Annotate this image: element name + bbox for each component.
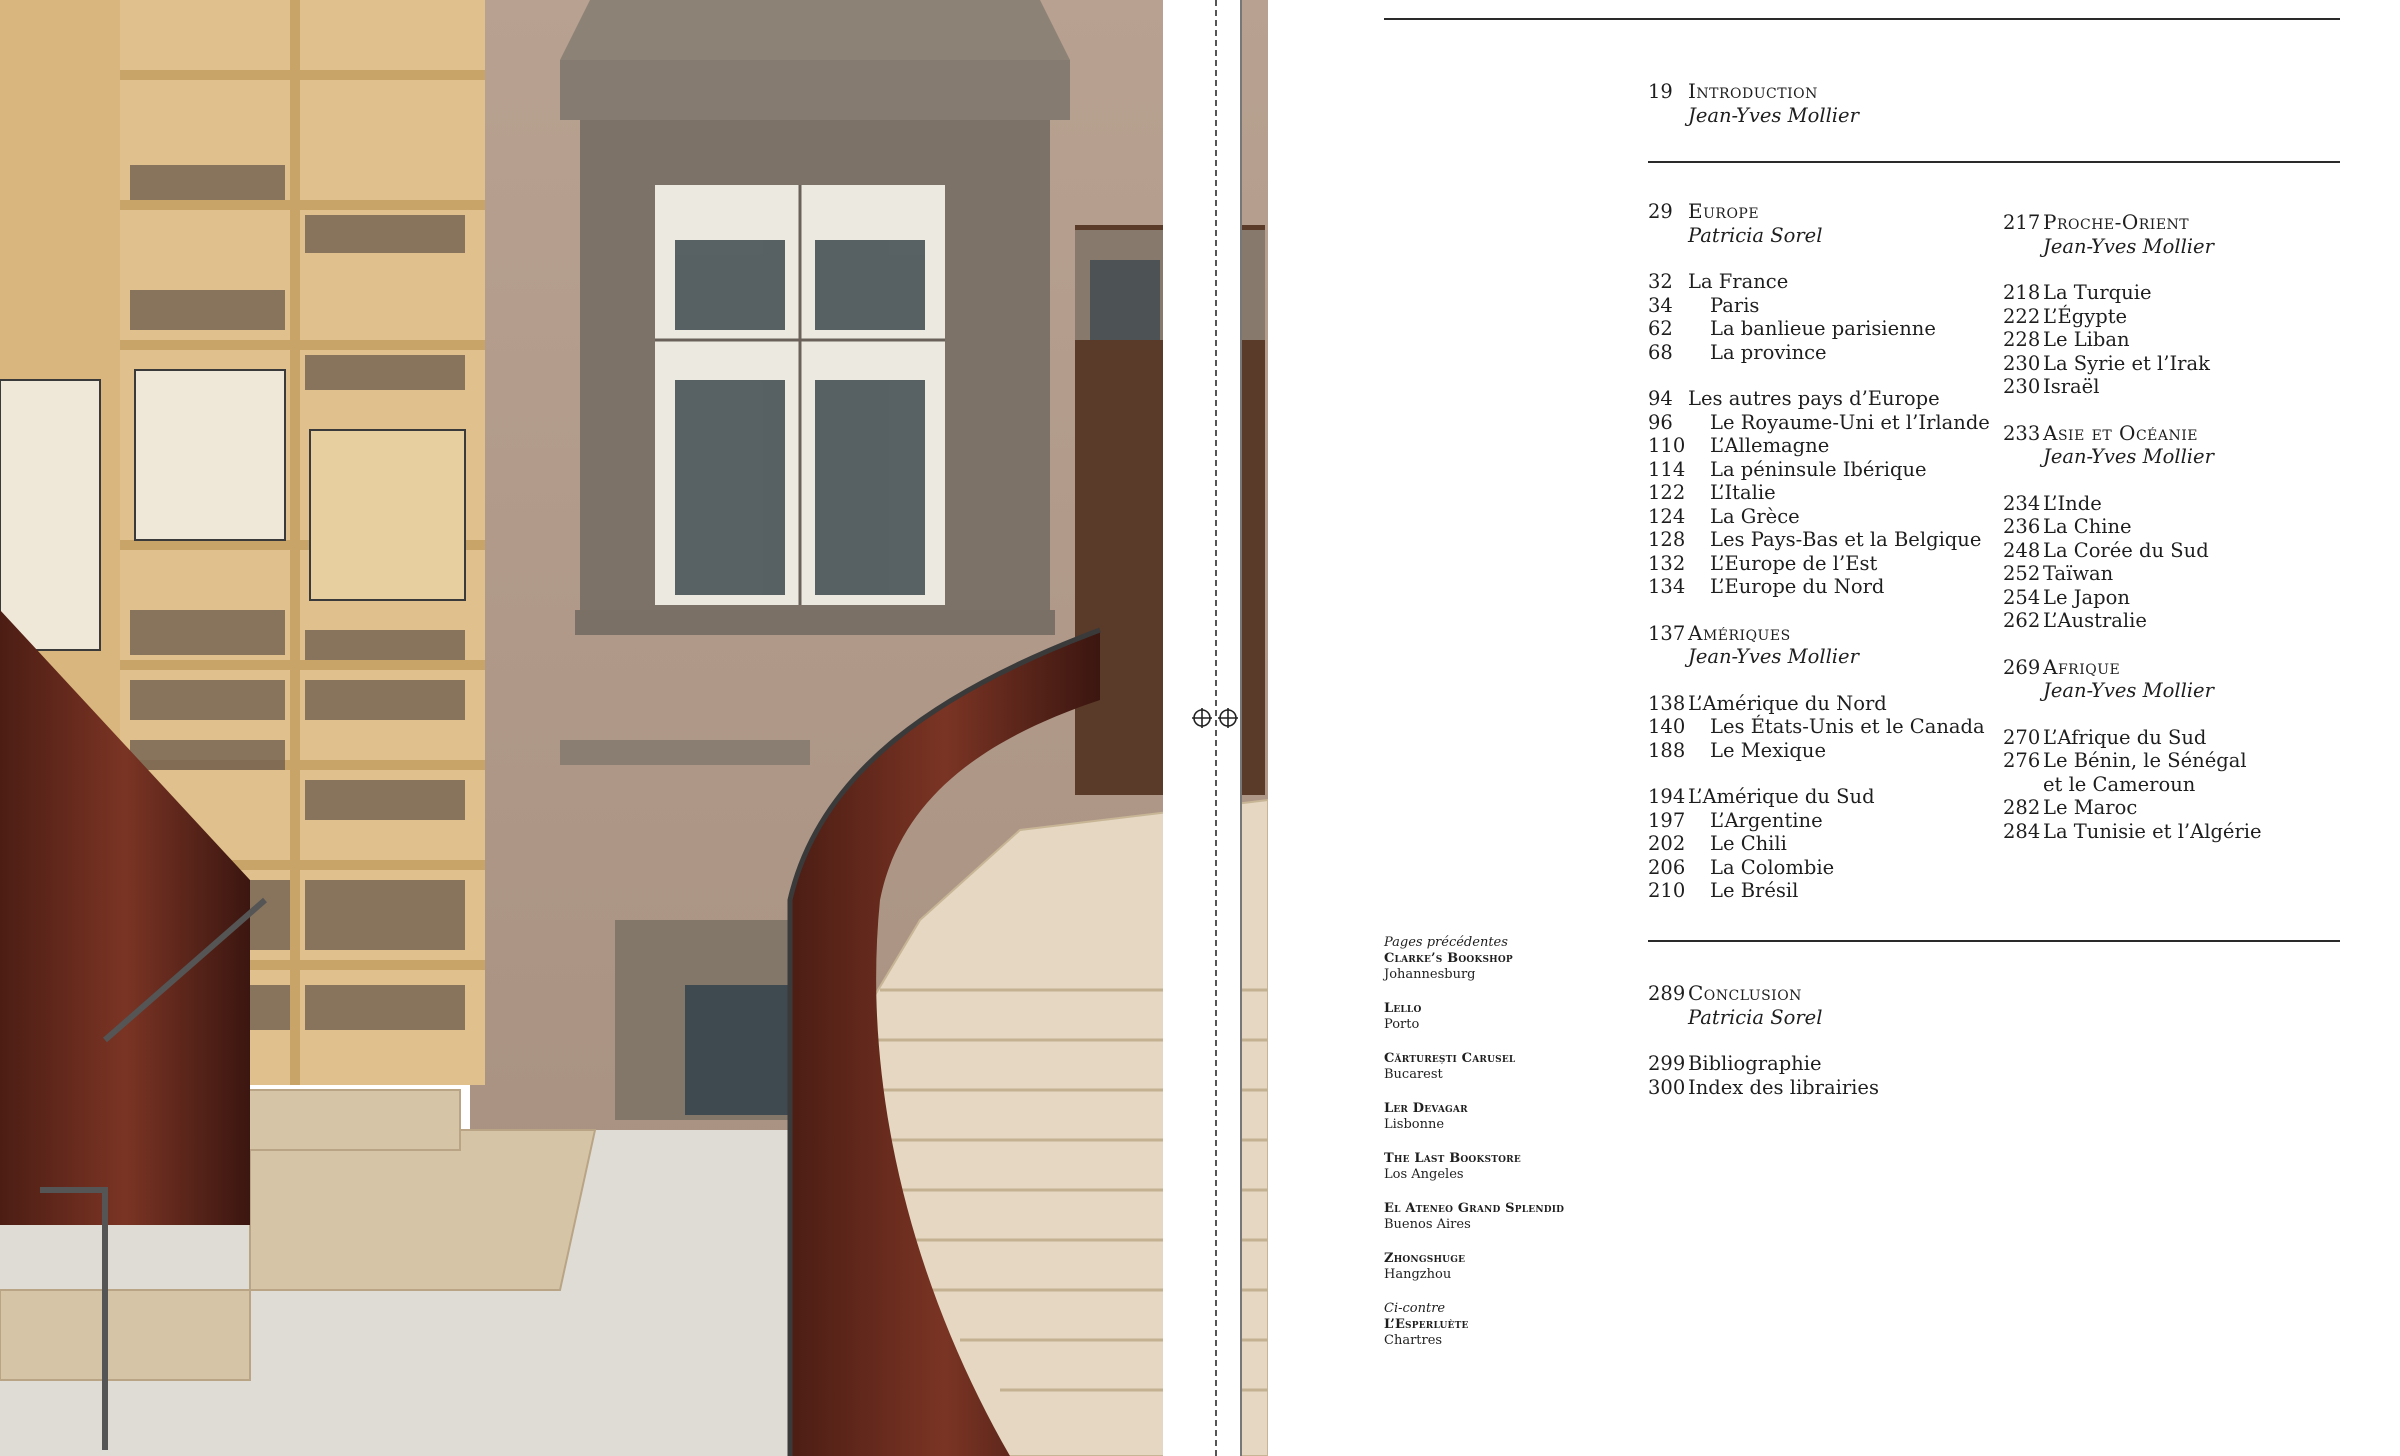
section-author: Patricia Sorel <box>1688 223 1823 247</box>
toc-entry-label: La Tunisie et l’Algérie <box>2043 819 2262 843</box>
toc-entry <box>2003 281 2262 305</box>
toc-entry-label: L’Italie <box>1710 481 1776 504</box>
toc-page-number: 210 <box>1648 879 1686 902</box>
toc-page-number: 68 <box>1648 340 1673 364</box>
afrique-heading <box>2003 656 2262 680</box>
toc-entry-label: L’Amérique du Sud <box>1688 785 1875 808</box>
toc-entry-label: La péninsule Ibérique <box>1710 457 1927 481</box>
caption-bookshop: L’Esperluète <box>1384 1317 1469 1332</box>
toc-entry <box>1648 481 1990 505</box>
section-title: Europe <box>1688 199 1760 223</box>
toc-page-number: 282 <box>2003 796 2041 819</box>
section-author: Jean-Yves Mollier <box>2043 445 2214 468</box>
spacer <box>2003 633 2262 656</box>
toc-page-number: 252 <box>2003 562 2041 585</box>
spacer <box>2003 258 2262 281</box>
toc-page-number: 140 <box>1648 715 1686 738</box>
toc-entry-label: Le Chili <box>1710 832 1787 855</box>
toc-entry <box>1648 856 1990 880</box>
toc-entry <box>1648 785 1990 809</box>
toc-entry-label: L’Inde <box>2043 491 2102 515</box>
spacer <box>2003 469 2262 492</box>
toc-page-number: 202 <box>1648 832 1686 855</box>
toc-page-number: 234 <box>2003 491 2041 515</box>
toc-entry-label: Les Pays-Bas et la Belgique <box>1710 528 1982 551</box>
toc-entry-label: La France <box>1688 270 1789 293</box>
toc-entry <box>2003 796 2262 820</box>
section-title: Asie et Océanie <box>2043 420 2198 445</box>
asie-heading <box>2003 422 2262 446</box>
toc-page-number: 96 <box>1648 410 1673 434</box>
toc-entry <box>1648 270 1990 294</box>
intro-rule <box>1648 161 2340 163</box>
toc-entry <box>1648 458 1990 482</box>
photo-caption <box>1384 1251 1614 1283</box>
toc-page-number: 218 <box>2003 281 2041 304</box>
registration-mark-icon <box>1190 706 1242 730</box>
toc-entry-label: La Grèce <box>1710 504 1800 528</box>
toc-page-number: 114 <box>1648 457 1686 481</box>
toc-right-column <box>2003 211 2262 843</box>
photo-caption <box>1384 1001 1614 1033</box>
photo-caption <box>1384 935 1614 983</box>
toc-entry-label: Le Brésil <box>1710 879 1799 902</box>
toc-page-number: 217 <box>2003 211 2041 234</box>
caption-note: Ci-contre <box>1384 1301 1446 1316</box>
spacer <box>1648 762 1990 785</box>
toc-entry-label: L’Égypte <box>2043 304 2128 328</box>
toc-entry <box>1648 552 1990 576</box>
toc-entry <box>2003 586 2262 610</box>
spacer <box>1648 364 1990 387</box>
toc-page-number: 233 <box>2003 421 2041 445</box>
photo-caption <box>1384 1051 1614 1083</box>
toc-entry <box>1648 879 1990 903</box>
proche-orient-heading <box>2003 211 2262 235</box>
caption-city: Porto <box>1384 1017 1420 1032</box>
toc-entry <box>1648 505 1990 529</box>
toc-page-number: 137 <box>1648 621 1686 645</box>
europe-heading <box>1648 200 1990 224</box>
toc-page-number: 222 <box>2003 304 2041 328</box>
section-title: Proche-Orient <box>2043 210 2190 234</box>
toc-entry-label: Le Japon <box>2043 585 2130 609</box>
toc-entry <box>1648 528 1990 552</box>
toc-page-number: 230 <box>2003 351 2041 375</box>
toc-page-number: 194 <box>1648 785 1686 808</box>
spacer <box>1648 599 1990 622</box>
toc-left-column <box>1648 200 1990 903</box>
toc-page-number: 284 <box>2003 819 2041 843</box>
caption-bookshop: El Ateneo Grand Splendid <box>1384 1201 1565 1216</box>
toc-entry <box>2003 328 2262 352</box>
toc-entry-label: La Chine <box>2043 515 2132 538</box>
toc-entry-label: L’Afrique du Sud <box>2043 725 2207 749</box>
toc-page-number: 62 <box>1648 317 1673 340</box>
toc-page-number: 197 <box>1648 808 1686 832</box>
toc-entry: 299 Bibliographie <box>1648 1052 1822 1075</box>
toc-entry <box>2003 539 2262 563</box>
section-author: Jean-Yves Mollier <box>1688 645 1859 668</box>
toc-entry <box>2003 749 2262 773</box>
photo-caption <box>1384 1201 1614 1233</box>
caption-city: Chartres <box>1384 1333 1443 1348</box>
toc-page-number: 138 <box>1648 691 1686 715</box>
caption-bookshop: Cărturești Carusel <box>1384 1051 1516 1066</box>
toc-entry <box>1648 387 1990 411</box>
toc-entry-label: L’Amérique du Nord <box>1688 691 1887 715</box>
toc-entry-label: La Colombie <box>1710 855 1835 879</box>
spacer <box>1648 669 1990 692</box>
toc-entry-label: Les autres pays d’Europe <box>1688 387 1940 410</box>
toc-entry <box>1648 575 1990 599</box>
section-title: Amériques <box>1688 620 1791 645</box>
toc-entry <box>1648 832 1990 856</box>
toc-page-number: 254 <box>2003 585 2041 609</box>
top-rule <box>1384 18 2340 20</box>
toc-page-number: 122 <box>1648 481 1686 504</box>
toc-entry-label: La banlieue parisienne <box>1710 317 1936 340</box>
spacer <box>2003 703 2262 726</box>
toc-entry-continued: et le Cameroun <box>2043 772 2196 796</box>
toc-page-number: 269 <box>2003 655 2041 679</box>
toc-entry <box>2003 375 2262 399</box>
toc-entry-label: La Syrie et l’Irak <box>2043 351 2210 375</box>
toc-entry <box>1648 411 1990 435</box>
toc-entry-label: Le Liban <box>2043 328 2130 351</box>
toc-page-number: 228 <box>2003 328 2041 351</box>
toc-page-number: 128 <box>1648 528 1686 551</box>
spacer <box>1648 247 1990 270</box>
caption-city: Bucarest <box>1384 1067 1443 1082</box>
toc-introduction: 19 Introduction Jean-Yves Mollier <box>1648 79 1859 127</box>
toc-page-number: 124 <box>1648 504 1686 528</box>
toc-page-number: 236 <box>2003 515 2041 538</box>
toc-page-number: 206 <box>1648 855 1686 879</box>
toc-entry <box>2003 492 2262 516</box>
toc-entry <box>1648 434 1990 458</box>
toc-entry: 300 Index des librairies <box>1648 1075 1879 1099</box>
toc-entry-label: L’Argentine <box>1710 808 1823 832</box>
toc-page-number: 188 <box>1648 738 1686 762</box>
toc-page-number: 134 <box>1648 575 1686 598</box>
section-author: Jean-Yves Mollier <box>2043 679 2214 702</box>
photo-caption <box>1384 1101 1614 1133</box>
section-title: Afrique <box>2043 654 2121 679</box>
toc-page-number: 230 <box>2003 375 2041 398</box>
caption-bookshop: Ler Devagar <box>1384 1101 1468 1116</box>
caption-bookshop: The Last Bookstore <box>1384 1151 1521 1166</box>
toc-entry-label: Le Mexique <box>1710 738 1827 762</box>
toc-entry-label: L’Australie <box>2043 609 2147 632</box>
toc-page-number: 132 <box>1648 551 1686 575</box>
caption-note: Pages précédentes <box>1384 935 1508 950</box>
caption-bookshop: Clarke’s Bookshop <box>1384 951 1513 966</box>
toc-entry <box>1648 809 1990 833</box>
toc-entry <box>1648 715 1990 739</box>
caption-city: Lisbonne <box>1384 1117 1445 1132</box>
toc-entry <box>2003 562 2262 586</box>
toc-page-number: 34 <box>1648 293 1673 317</box>
toc-entry <box>2003 726 2262 750</box>
toc-page-number: 276 <box>2003 749 2041 772</box>
toc-entry <box>2003 609 2262 633</box>
toc-entry <box>1648 317 1990 341</box>
caption-bookshop: Lello <box>1384 1001 1422 1016</box>
caption-bookshop: Zhongshuge <box>1384 1251 1466 1266</box>
toc-entry-label: L’Europe de l’Est <box>1710 551 1878 575</box>
caption-city: Buenos Aires <box>1384 1217 1471 1232</box>
toc-entry-label: La Turquie <box>2043 281 2152 304</box>
toc-entry-label: Paris <box>1710 293 1760 317</box>
toc-entry <box>1648 692 1990 716</box>
caption-city: Los Angeles <box>1384 1167 1464 1182</box>
toc-entry <box>1648 294 1990 318</box>
toc-entry-label: Le Maroc <box>2043 796 2138 819</box>
toc-page-number: 110 <box>1648 434 1686 457</box>
photo-captions <box>1384 935 1614 1367</box>
photo-caption <box>1384 1301 1614 1349</box>
toc-entry <box>1648 739 1990 763</box>
toc-entry-label: Le Royaume-Uni et l’Irlande <box>1710 410 1990 434</box>
toc-entry-label: L’Allemagne <box>1710 434 1830 457</box>
toc-page-number: 32 <box>1648 270 1673 293</box>
toc-page-number: 270 <box>2003 725 2041 749</box>
toc-entry-label: L’Europe du Nord <box>1710 575 1885 598</box>
caption-city: Hangzhou <box>1384 1267 1452 1282</box>
toc-entry <box>2003 820 2262 844</box>
section-author: Jean-Yves Mollier <box>2043 234 2214 258</box>
toc-entry <box>2003 515 2262 539</box>
toc-entry-label: Les États-Unis et le Canada <box>1710 715 1985 738</box>
toc-page-number: 262 <box>2003 609 2041 632</box>
toc-entry <box>2003 352 2262 376</box>
toc-entry <box>2003 305 2262 329</box>
caption-city: Johannesburg <box>1384 967 1476 982</box>
toc-entry-label: Taïwan <box>2043 562 2114 585</box>
toc-conclusion: 289 Conclusion Patricia Sorel 299 Bibliographie 300 Index des librairies <box>1648 981 1879 1099</box>
toc-entry-label: La province <box>1710 340 1827 364</box>
toc-entry-label: La Corée du Sud <box>2043 538 2209 562</box>
conclusion-rule <box>1648 940 2340 942</box>
spacer <box>2003 399 2262 422</box>
toc-entry-label: Le Bénin, le Sénégal <box>2043 749 2247 772</box>
toc-page-number: 29 <box>1648 200 1673 223</box>
photo-caption <box>1384 1151 1614 1183</box>
ameriques-heading <box>1648 622 1990 646</box>
toc-entry-label: Israël <box>2043 375 2100 398</box>
toc-page-number: 248 <box>2003 538 2041 562</box>
toc-page-number: 94 <box>1648 387 1673 410</box>
toc-entry <box>1648 341 1990 365</box>
